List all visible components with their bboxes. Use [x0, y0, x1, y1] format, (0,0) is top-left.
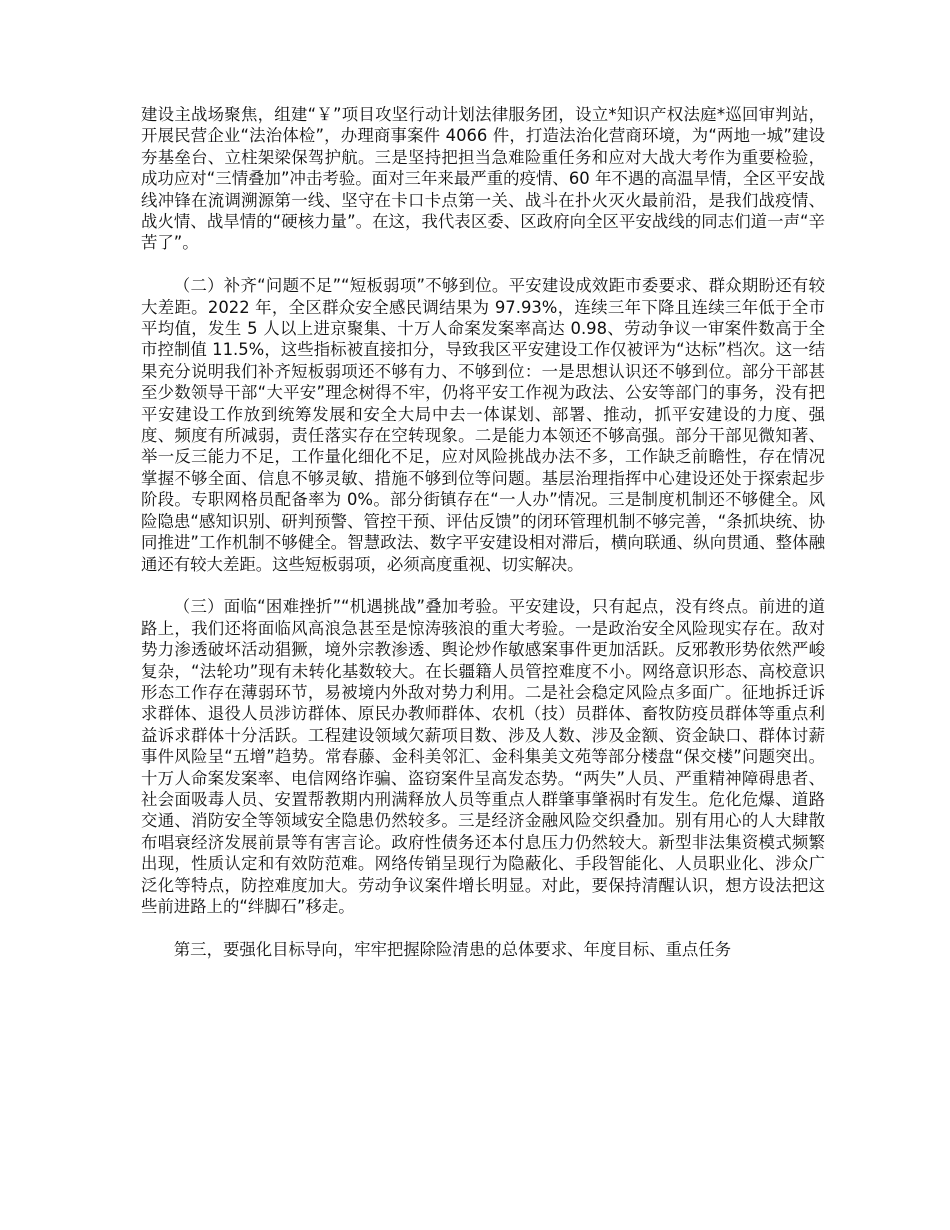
- paragraph-continuation: 建设主战场聚焦，组建“￥”项目攻坚行动计划法律服务团，设立*知识产权法庭*巡回审判站，开展民营企业“法治体检”，办理商事案件 4066 件，打造法治化营商环境，为“两地一城”建设夯基垒台、立柱架梁保驾护航。三是坚持把担当急难险重任务和应对大战大考作为重要检验，成功应对“三情叠加”冲击考验。面对三年来最严重的疫情、60 年不遇的高温旱情，全区平安战线冲锋在流调溯源第一线、坚守在卡口卡点第一关、战斗在扑火灭火最前沿，是我们战疫情、战火情、战旱情的“硬核力量”。在这，我代表区委、区政府向全区平安战线的同志们道一声“辛苦了”。: [141, 105, 825, 253]
- paragraph-section-2: （二）补齐“问题不足”“短板弱项”不够到位。平安建设成效距市委要求、群众期盼还有较大差距。2022 年，全区群众安全感民调结果为 97.93%，连续三年下降且连续三年低于全市平均值，发生 5 人以上进京聚集、十万人命案发案率高达 0.98、劳动争议一审案件数高于全市控制值 11.5%，这些指标被直接扣分，导致我区平安建设工作仅被评为“达标”档次。这一结果充分说明我们补齐短板弱项还不够有力、不够到位：一是思想认识还不够到位。部分干部甚至少数领导干部“大平安”理念树得不牢，仍将平安工作视为政法、公安等部门的事务，没有把平安建设工作放到统筹发展和安全大局中去一体谋划、部署、推动，抓平安建设的力度、强度、频度有所减弱，责任落实存在空转现象。二是能力本领还不够高强。部分干部见微知著、举一反三能力不足，工作量化细化不足，应对风险挑战办法不多，工作缺乏前瞻性，存在情况掌握不够全面、信息不够灵敏、措施不够到位等问题。基层治理指挥中心建设还处于探索起步阶段。专职网格员配备率为 0%。部分街镇存在“一人办”情况。三是制度机制还不够健全。风险隐患“感知识别、研判预警、管控干预、评估反馈”的闭环管理机制不够完善，“条抓块统、协同推进”工作机制不够健全。智慧政法、数字平安建设相对滞后，横向联通、纵向贯通、整体融通还有较大差距。这些短板弱项，必须高度重视、切实解决。: [141, 276, 825, 574]
- document-page: [141, 104, 825, 960]
- paragraph-third-point: 第三，要强化目标导向，牢牢把握除险清患的总体要求、年度目标、重点任务: [173, 939, 732, 959]
- paragraph-section-3: （三）面临“困难挫折”“机遇挑战”叠加考验。平安建设，只有起点，没有终点。前进的道路上，我们还将面临风高浪急甚至是惊涛骇浪的重大考验。一是政治安全风险现实存在。敌对势力渗透破坏活动猖獗，境外宗教渗透、舆论炒作敏感案事件更加活跃。反邪教形势依然严峻复杂，“法轮功”现有未转化基数较大。在长疆籍人员管控难度不小。网络意识形态、高校意识形态工作存在薄弱环节，易被境内外敌对势力利用。二是社会稳定风险点多面广。征地拆迁诉求群体、退役人员涉访群体、原民办教师群体、农机（技）员群体、畜牧防疫员群体等重点利益诉求群体十分活跃。工程建设领域欠薪项目数、涉及人数、涉及金额、资金缺口、群体讨薪事件风险呈“五增”趋势。常春藤、金科美邻汇、金科集美文苑等部分楼盘“保交楼”问题突出。十万人命案发案率、电信网络诈骗、盗窃案件呈高发态势。“两失”人员、严重精神障碍患者、社会面吸毒人员、安置帮教期内刑满释放人员等重点人群肇事肇祸时有发生。危化危爆、道路交通、消防安全等领域安全隐患仍然较多。三是经济金融风险交织叠加。别有用心的人大肆散布唱衰经济发展前景等有害言论。政府性债务还本付息压力仍然较大。新型非法集资模式频繁出现，性质认定和有效防范难。网络传销呈现行为隐蔽化、手段智能化、人员职业化、涉众广泛化等特点，防控难度加大。劳动争议案件增长明显。对此，要保持清醒认识，想方设法把这些前进路上的“绊脚石”移走。: [141, 597, 825, 916]
